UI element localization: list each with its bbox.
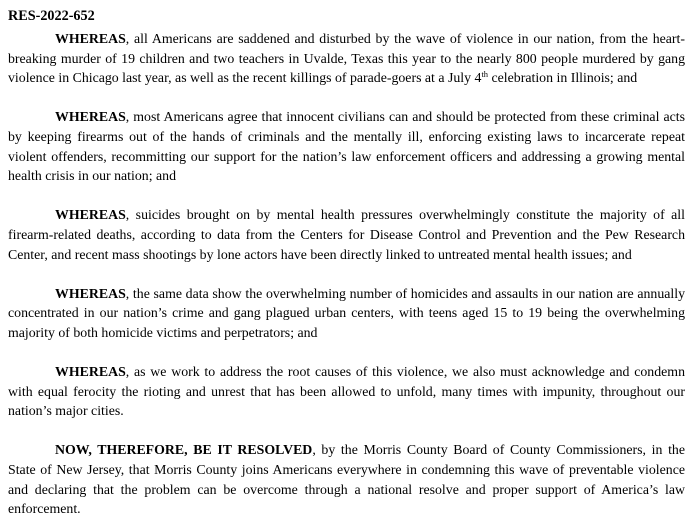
resolved-paragraph [8, 440, 685, 518]
resolution-id: RES-2022-652 [8, 8, 95, 24]
paragraph-lead: WHEREAS [55, 109, 126, 125]
paragraph-text: , most Americans agree that innocent civilians can and should be protected from these criminal acts by keeping firearms out of the hands of criminals and the mentally ill, enforcing existing laws to incarcerate repeat violent offenders, recommitting our support for the nation’s law enforcement officers and addressing a growing mental health crisis in our nation; and [8, 109, 685, 184]
ordinal-suffix: th [481, 69, 489, 80]
paragraph-lead: WHEREAS [55, 207, 126, 223]
paragraph-text: , the same data show the overwhelming number of homicides and assaults in our nation are annually concentrated in our nation’s crime and gang plagued urban centers, with teens aged 15 to 19 being the overwhelming majority of both homicide victims and perpetrators; and [8, 285, 685, 340]
paragraph-lead: WHEREAS [55, 285, 126, 301]
paragraph-text-continued: celebration in Illinois; and [488, 70, 638, 86]
whereas-paragraph-1 [8, 29, 685, 88]
paragraph-text: , all Americans are saddened and disturbed by the wave of violence in our nation, from the heart-breaking murder of 19 children and two teachers in Uvalde, Texas this year to the nearly 800 people murdered by gang violence in Chicago last year, as well as the recent killings of parade-goers at a July 4 [8, 31, 685, 86]
whereas-paragraph-4 [8, 284, 685, 343]
paragraph-lead: WHEREAS [55, 364, 126, 380]
paragraph-lead: WHEREAS [55, 31, 126, 46]
whereas-paragraph-5 [8, 362, 685, 421]
paragraph-text: , suicides brought on by mental health pressures overwhelmingly constitute the majority of all firearm-related deaths, according to data from the Centers for Disease Control and Prevention and the Pew Research Center, and recent mass shootings by lone actors have been directly linked to untreated mental health issues; and [8, 207, 685, 262]
paragraph-text: , by the Morris County Board of County Commissioners, in the State of New Jersey, that Morris County joins Americans everywhere in condemning this wave of preventable violence and declaring that the problem can be overcome through a national resolve and proper support of America’s law enforcement. [8, 442, 685, 517]
paragraph-text: , as we work to address the root causes of this violence, we also must acknowledge and condemn with equal ferocity the rioting and unrest that has been allowed to unfold, many times with impunity, throughout our nation’s major cities. [8, 364, 685, 419]
whereas-paragraph-3 [8, 205, 685, 264]
whereas-paragraph-2 [8, 107, 685, 185]
paragraph-lead: NOW, THEREFORE, BE IT RESOLVED [55, 442, 313, 458]
